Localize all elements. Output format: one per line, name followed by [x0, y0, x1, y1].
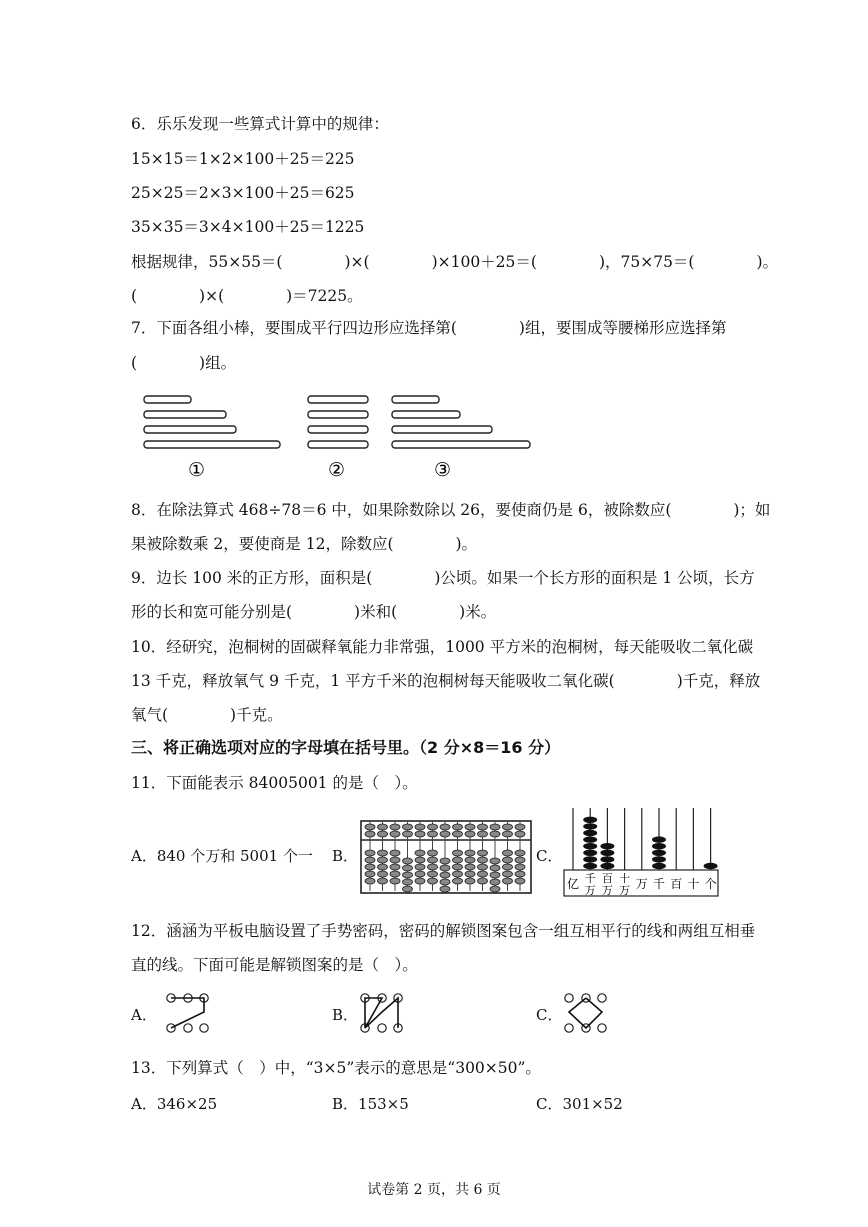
- abacus-upper-bead: [365, 824, 375, 830]
- abacus-lower-bead: [415, 864, 425, 870]
- counting-frame-label: 个: [704, 877, 717, 891]
- abacus-lower-bead: [515, 878, 525, 884]
- abacus-upper-bead: [465, 831, 475, 837]
- abacus-lower-bead: [453, 857, 463, 863]
- abacus-upper-bead: [478, 824, 488, 830]
- abacus-upper-bead: [515, 831, 525, 837]
- counting-frame-bead: [583, 817, 597, 823]
- sticks-figure: [140, 392, 560, 487]
- counting-frame-label: 十: [687, 877, 700, 891]
- abacus-upper-bead: [490, 824, 500, 830]
- counting-frame-label: 千: [584, 872, 596, 885]
- counting-frame-bead: [704, 863, 718, 869]
- q7-text-line-1: 7．下面各组小棒，要围成平行四边形应选择第( )组，要围成等腰梯形应选择第: [131, 319, 727, 337]
- counting-frame-bead: [652, 863, 666, 869]
- abacus-lower-bead: [428, 878, 438, 884]
- counting-frame-bead: [600, 843, 614, 849]
- counting-frame-label: 万: [601, 884, 613, 897]
- abacus-lower-bead: [440, 872, 450, 878]
- pattern-dot: [565, 1024, 573, 1032]
- abacus-lower-bead: [490, 858, 500, 864]
- abacus-lower-bead: [378, 857, 388, 863]
- abacus-lower-bead: [503, 878, 513, 884]
- abacus-lower-bead: [365, 857, 375, 863]
- abacus-upper-bead: [428, 824, 438, 830]
- abacus-lower-bead: [453, 864, 463, 870]
- abacus-lower-bead: [503, 850, 513, 856]
- abacus-upper-bead: [453, 831, 463, 837]
- pattern-dot: [598, 1024, 606, 1032]
- counting-frame-bead: [600, 856, 614, 862]
- abacus-upper-bead: [503, 824, 513, 830]
- abacus-lower-bead: [365, 878, 375, 884]
- stick-group-label-2: ②: [328, 459, 346, 481]
- abacus-lower-bead: [390, 850, 400, 856]
- abacus-lower-bead: [465, 857, 475, 863]
- abacus-upper-bead: [403, 831, 413, 837]
- q11-text: 11．下面能表示 84005001 的是（ ）。: [131, 774, 418, 792]
- q6-equation-1: 15×15＝1×2×100＋25＝225: [131, 150, 355, 168]
- abacus-upper-bead: [465, 824, 475, 830]
- abacus-lower-bead: [428, 857, 438, 863]
- counting-frame-bead: [583, 850, 597, 856]
- abacus-upper-bead: [415, 824, 425, 830]
- abacus-lower-bead: [390, 857, 400, 863]
- q12-option-b-label: B．: [332, 1006, 359, 1024]
- abacus-lower-bead: [440, 886, 450, 892]
- abacus-lower-bead: [378, 878, 388, 884]
- q6-question-line-2: ( )×( )＝7225。: [131, 287, 363, 305]
- page-footer: 试卷第 2 页，共 6 页: [367, 1182, 501, 1198]
- pattern-dot: [184, 1024, 192, 1032]
- q10-text-line-3: 氧气( )千克。: [131, 706, 283, 724]
- abacus-lower-bead: [378, 864, 388, 870]
- abacus-lower-bead: [378, 850, 388, 856]
- abacus-lower-bead: [415, 878, 425, 884]
- abacus-lower-bead: [403, 872, 413, 878]
- q6-equation-2: 25×25＝2×3×100＋25＝625: [131, 184, 355, 202]
- counting-frame-label: 万: [619, 884, 631, 897]
- abacus-lower-bead: [503, 857, 513, 863]
- abacus-lower-bead: [515, 864, 525, 870]
- abacus-lower-bead: [403, 865, 413, 871]
- counting-frame-bead: [652, 836, 666, 842]
- counting-frame-label: 千: [652, 877, 666, 891]
- q9-text-line-1: 9．边长 100 米的正方形，面积是( )公顷。如果一个长方形的面积是 1 公顷，长方: [131, 569, 755, 587]
- abacus-lower-bead: [378, 871, 388, 877]
- pattern-dot: [200, 1024, 208, 1032]
- abacus-upper-bead: [515, 824, 525, 830]
- unlock-pattern-a: [162, 990, 214, 1036]
- abacus-upper-bead: [365, 831, 375, 837]
- abacus-upper-bead: [440, 824, 450, 830]
- abacus-lower-bead: [503, 864, 513, 870]
- abacus-lower-bead: [428, 864, 438, 870]
- counting-frame-bead: [600, 863, 614, 869]
- abacus-lower-bead: [440, 865, 450, 871]
- pattern-dot: [378, 1024, 386, 1032]
- abacus-upper-bead: [378, 831, 388, 837]
- abacus-upper-bead: [378, 824, 388, 830]
- abacus-upper-bead: [478, 831, 488, 837]
- counting-frame-label: 十: [619, 872, 631, 885]
- q10-text-line-1: 10．经研究，泡桐树的固碳释氧能力非常强，1000 平方米的泡桐树，每天能吸收二氧化碳: [131, 638, 754, 656]
- q11-option-c-label: C．: [536, 847, 563, 865]
- pattern-dot: [565, 994, 573, 1002]
- abacus-lower-bead: [478, 871, 488, 877]
- q8-text-line-1: 8．在除法算式 468÷78＝6 中，如果除数除以 26，要使商仍是 6，被除数应( )；如: [131, 501, 771, 519]
- abacus-lower-bead: [365, 850, 375, 856]
- counting-frame-bead: [600, 850, 614, 856]
- q6-question-line-1: 根据规律，55×55＝( )×( )×100＋25＝( )，75×75＝( )。: [131, 253, 779, 271]
- abacus-lower-bead: [365, 864, 375, 870]
- counting-frame-label: 百: [670, 877, 683, 891]
- abacus-lower-bead: [403, 886, 413, 892]
- abacus-lower-bead: [478, 878, 488, 884]
- stick-group-3: [392, 396, 530, 448]
- pattern-dot: [598, 994, 606, 1002]
- abacus-lower-bead: [503, 871, 513, 877]
- counting-frame-figure: [563, 806, 723, 898]
- abacus-lower-bead: [515, 871, 525, 877]
- unlock-pattern-c: [560, 990, 612, 1036]
- counting-frame-bead: [583, 843, 597, 849]
- abacus-lower-bead: [415, 850, 425, 856]
- stick-group-2: [308, 396, 368, 448]
- abacus-lower-bead: [440, 858, 450, 864]
- abacus-lower-bead: [490, 879, 500, 885]
- abacus-lower-bead: [515, 857, 525, 863]
- abacus-lower-bead: [490, 886, 500, 892]
- abacus-lower-bead: [415, 871, 425, 877]
- q6-intro: 6．乐乐发现一些算式计算中的规律：: [131, 115, 389, 133]
- counting-frame-bead: [583, 830, 597, 836]
- abacus-lower-bead: [465, 850, 475, 856]
- q13-option-a: A．346×25: [131, 1095, 218, 1113]
- q7-text-line-2: ( )组。: [131, 354, 237, 372]
- abacus-lower-bead: [465, 864, 475, 870]
- abacus-lower-bead: [440, 879, 450, 885]
- counting-frame-bead: [583, 823, 597, 829]
- q8-text-line-2: 果被除数乘 2，要使商是 12，除数应( )。: [131, 535, 478, 553]
- abacus-lower-bead: [365, 871, 375, 877]
- counting-frame-label: 万: [584, 884, 596, 897]
- counting-frame-bead: [652, 850, 666, 856]
- abacus-upper-bead: [390, 831, 400, 837]
- q10-text-line-2: 13 千克，释放氧气 9 千克，1 平方千米的泡桐树每天能吸收二氧化碳( )千克，释放: [131, 672, 761, 690]
- q6-equation-3: 35×35＝3×4×100＋25＝1225: [131, 218, 365, 236]
- abacus-lower-bead: [453, 871, 463, 877]
- abacus-lower-bead: [453, 878, 463, 884]
- abacus-upper-bead: [440, 831, 450, 837]
- abacus-upper-bead: [415, 831, 425, 837]
- abacus-lower-bead: [415, 857, 425, 863]
- counting-frame-bead: [652, 843, 666, 849]
- stick-group-label-1: ①: [188, 459, 206, 481]
- abacus-lower-bead: [453, 850, 463, 856]
- q13-option-c: C．301×52: [536, 1095, 623, 1113]
- stick-group-label-3: ③: [434, 459, 452, 481]
- abacus-lower-bead: [515, 850, 525, 856]
- counting-frame-label: 万: [635, 877, 648, 891]
- abacus-lower-bead: [465, 878, 475, 884]
- counting-frame-label: 百: [601, 872, 613, 885]
- counting-frame-bead: [652, 856, 666, 862]
- abacus-lower-bead: [390, 864, 400, 870]
- counting-frame-bead: [583, 836, 597, 842]
- abacus-lower-bead: [390, 871, 400, 877]
- abacus-upper-bead: [503, 831, 513, 837]
- q9-text-line-2: 形的长和宽可能分别是( )米和( )米。: [131, 603, 497, 621]
- abacus-figure: [360, 820, 532, 894]
- q11-option-a: A．840 个万和 5001 个一: [131, 847, 313, 865]
- abacus-lower-bead: [465, 871, 475, 877]
- abacus-lower-bead: [390, 878, 400, 884]
- counting-frame-bead: [583, 856, 597, 862]
- abacus-lower-bead: [403, 858, 413, 864]
- abacus-upper-bead: [390, 824, 400, 830]
- abacus-lower-bead: [428, 871, 438, 877]
- abacus-lower-bead: [403, 879, 413, 885]
- q13-text: 13．下列算式（ ）中，“3×5”表示的意思是“300×50”。: [131, 1059, 541, 1077]
- counting-frame-bead: [583, 863, 597, 869]
- abacus-upper-bead: [403, 824, 413, 830]
- counting-frame-label: 亿: [566, 877, 580, 891]
- abacus-upper-bead: [428, 831, 438, 837]
- q12-option-a-label: A．: [131, 1006, 157, 1024]
- unlock-pattern-b: [356, 990, 408, 1036]
- stick-group-1: [144, 396, 280, 448]
- counting-frame-rods: [573, 808, 718, 870]
- section-3-heading: 三、将正确选项对应的字母填在括号里。（2 分×8＝16 分）: [131, 738, 561, 757]
- abacus-upper-bead: [490, 831, 500, 837]
- abacus-lower-bead: [478, 850, 488, 856]
- q12-text-line-2: 直的线。下面可能是解锁图案的是（ ）。: [131, 956, 418, 974]
- abacus-lower-bead: [478, 864, 488, 870]
- q12-text-line-1: 12．涵涵为平板电脑设置了手势密码，密码的解锁图案包含一组互相平行的线和两组互相垂: [131, 922, 756, 940]
- abacus-lower-bead: [490, 872, 500, 878]
- abacus-lower-bead: [490, 865, 500, 871]
- q11-option-b-label: B．: [332, 847, 359, 865]
- abacus-lower-bead: [478, 857, 488, 863]
- abacus-lower-bead: [428, 850, 438, 856]
- q12-option-c-label: C．: [536, 1006, 563, 1024]
- abacus-upper-bead: [453, 824, 463, 830]
- q13-option-b: B．153×5: [332, 1095, 409, 1113]
